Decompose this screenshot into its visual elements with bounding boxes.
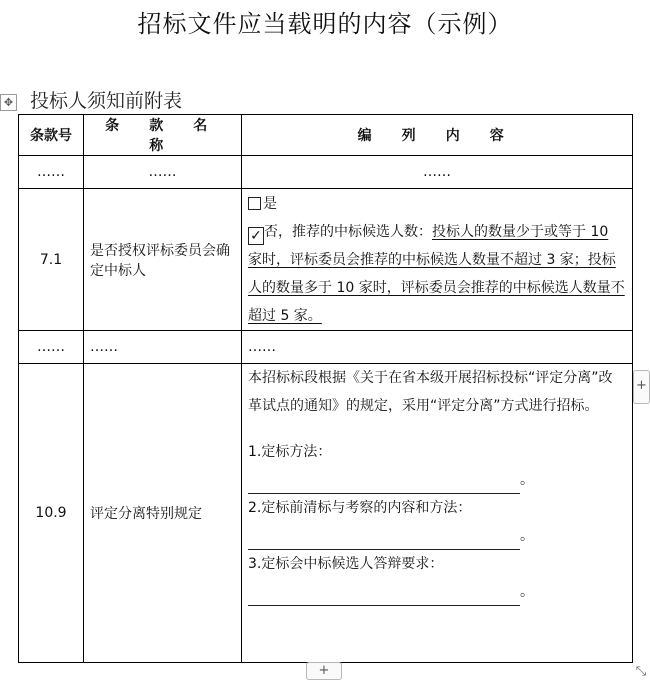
table-header-row: [19, 115, 633, 156]
cell-ellipsis[interactable]: ……: [84, 331, 242, 364]
cell-ellipsis[interactable]: ……: [84, 156, 242, 189]
fill-in-line[interactable]: [248, 531, 520, 550]
clause-number[interactable]: 7.1: [19, 189, 84, 331]
cell-ellipsis[interactable]: ……: [242, 331, 633, 364]
option-yes-label: 是: [263, 195, 277, 212]
item-3-blank: [248, 578, 626, 606]
fill-in-line[interactable]: [248, 587, 520, 606]
item-3-label: 3.定标会中标候选人答辩要求：: [248, 556, 444, 572]
add-row-button[interactable]: +: [306, 662, 342, 680]
table-row-10-9: [19, 364, 633, 663]
item-1-label: 1.定标方法：: [248, 444, 332, 460]
clause-number[interactable]: 10.9: [19, 364, 84, 663]
period: 。: [520, 528, 534, 544]
header-clause-name: 条 款 名 称: [84, 115, 242, 156]
document-title: 招标文件应当载明的内容（示例）: [137, 10, 513, 38]
checkbox-checked-icon[interactable]: ✓: [248, 227, 264, 245]
header-clause-number: 条款号: [19, 115, 84, 156]
item-1-blank: [248, 466, 626, 494]
clause-content[interactable]: [242, 364, 633, 663]
clause-name[interactable]: [84, 189, 242, 331]
table-move-icon[interactable]: ✥: [0, 94, 17, 111]
item-2-label: 2.定标前清标与考察的内容和方法：: [248, 500, 472, 516]
period: 。: [520, 584, 534, 600]
option-no-label: 否，推荐的中标候选人数：: [264, 223, 432, 240]
checkbox-unchecked-icon[interactable]: [248, 197, 261, 210]
item-2-blank: [248, 522, 626, 550]
cell-ellipsis[interactable]: ……: [19, 156, 84, 189]
cell-ellipsis[interactable]: ……: [242, 156, 633, 189]
evaluation-intro: 本招标标段根据《关于在省本级开展招标投标“评定分离”改革试点的通知》的规定，采用“评定分离”方式进行招标。: [248, 370, 613, 414]
period: 。: [520, 472, 534, 488]
option-no-line: [248, 218, 626, 330]
fill-in-line[interactable]: [248, 475, 520, 494]
candidate-count-detail: 投标人的数量少于或等于 10 家时，评标委员会推荐的中标候选人数量不超过 3 家；投标人的数量多于 10 家时，评标委员会推荐的中标候选人数量不超过 5 家。: [248, 223, 625, 324]
table-row-ellipsis: [19, 331, 633, 364]
table-resize-icon[interactable]: ⤡: [635, 664, 647, 679]
table-row-7-1: [19, 189, 633, 331]
cell-ellipsis[interactable]: ……: [19, 331, 84, 364]
add-column-button[interactable]: +: [633, 370, 650, 404]
clause-content[interactable]: [242, 189, 633, 331]
clause-name[interactable]: 评定分离特别规定: [84, 364, 242, 663]
clause-name-text: 是否授权评标委员会确定中标人: [90, 242, 230, 279]
requirements-table: [18, 114, 633, 663]
table-caption: 投标人须知前附表: [30, 90, 183, 112]
table-row-ellipsis: [19, 156, 633, 189]
option-yes-line: [248, 190, 626, 218]
header-content: 编 列 内 容: [242, 115, 633, 156]
